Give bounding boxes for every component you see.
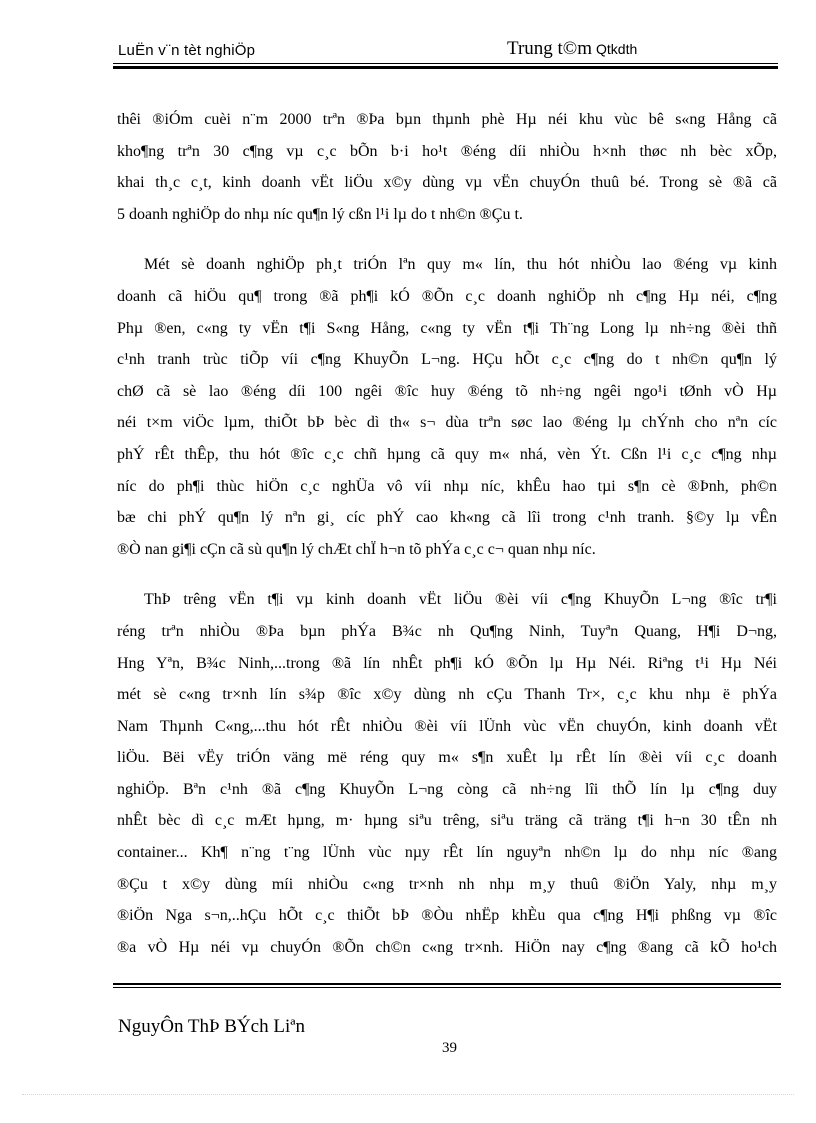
- paragraph-2-line: phÝ rÊt thÊp, thu hót ®îc c¸c chñ hµng cã quy m« nhá, vèn Ýt. Cßn l¹i c¸c c¶ng nhµ: [117, 445, 777, 463]
- header-center-sub: Qtkdth: [596, 41, 638, 57]
- paragraph-3-line: Nam Thµnh C«ng,...thu hót rÊt nhiÒu ®èi víi lÜnh vùc vËn chuyÓn, kinh doanh vËt: [117, 717, 777, 735]
- paragraph-3-line: ®iÖn Nga s¬n,..hÇu hÕt c¸c thiÕt bÞ ®Òu nhËp khÈu qua c¶ng H¶i phßng vµ ®îc: [117, 907, 777, 925]
- paragraph-1-line: kho¶ng trªn 30 c¶ng vµ c¸c bÕn b·i ho¹t ®éng díi nhiÒu h×nh thøc nh bèc xÕp,: [117, 142, 777, 160]
- paragraph-1-line: thêi ®iÓm cuèi n¨m 2000 trªn ®Þa bµn thµnh phè Hµ néi khu vùc bê s«ng Hång cã: [117, 111, 777, 128]
- paragraph-2-line: Phµ ®en, c«ng ty vËn t¶i S«ng Hång, c«ng ty vËn t¶i Th¨ng Long lµ nh÷ng ®èi thñ: [117, 319, 777, 337]
- paragraph-3-line: réng trªn nhiÒu ®Þa bµn phÝa B¾c nh Qu¶ng Ninh, Tuyªn Quang, H¶i D¬ng,: [117, 622, 777, 640]
- header-thesis-title: LuËn v¨n tèt nghiÖp: [118, 42, 256, 59]
- paragraph-2-line: chØ cã sè lao ®éng díi 100 ngêi ®îc huy ®éng tõ nh÷ng ngêi ngo¹i tØnh vÒ Hµ: [117, 382, 777, 400]
- paragraph-2-line: Mét sè doanh nghiÖp ph¸t triÓn lªn quy m« lín, thu hót nhiÒu lao ®éng vµ kinh: [144, 256, 777, 274]
- body-text: [117, 104, 777, 963]
- paragraph-2-line: doanh cã hiÖu qu¶ trong ®ã ph¶i kÓ ®Õn c¸c doanh nghiÖp nh c¶ng Hµ néi, c¶ng: [117, 287, 777, 305]
- paragraph-2-line: c¹nh tranh trùc tiÕp víi c¶ng KhuyÕn L¬ng. HÇu hÕt c¸c c¶ng do t nh©n qu¶n lý: [117, 351, 777, 369]
- paragraph-3-line: nhÊt bèc dì c¸c mÆt hµng, m· hµng siªu trêng, siªu träng cã träng t¶i h¬n 30 tÊn nh: [117, 812, 777, 830]
- paragraph-1-line: khai th¸c c¸t, kinh doanh vËt liÖu x©y dùng vµ vËn chuyÓn thuû bé. Trong sè ®ã cã: [117, 174, 777, 192]
- paragraph-2-line: níc do ph¶i thùc hiÖn c¸c nghÜa vô víi nhµ níc, khÊu hao tµi s¶n cè ®Þnh, ph©n: [117, 477, 777, 495]
- paragraph-3-line: ®a vÒ Hµ néi vµ chuyÓn ®Õn ch©n c«ng tr×nh. HiÖn nay c¶ng ®ang cã kÕ ho¹ch: [117, 938, 777, 956]
- header-rule-thin: [113, 63, 778, 64]
- paragraph-2-line: néi t×m viÖc lµm, thiÕt bÞ bèc dì th« s¬ dùa trªn søc lao ®éng lµ chÝnh cho nªn cíc: [117, 414, 777, 432]
- paragraph-3-line: ®Çu t x©y dùng míi nhiÒu c«ng tr×nh nh nhµ m¸y thuû ®iÖn Yaly, nhµ m¸y: [117, 875, 777, 893]
- paragraph-2-line: bæ chi phÝ qu¶n lý nªn gi¸ cíc phÝ cao kh«ng cã lîi trong c¹nh tranh. §©y lµ vÊn: [117, 509, 777, 527]
- paragraph-3-line: liÖu. Bëi vËy triÓn väng më réng quy m« s¶n xuÊt lµ rÊt lín ®èi víi c¸c doanh: [117, 749, 777, 767]
- paragraph-gap: [117, 230, 777, 249]
- header-center-name: [507, 38, 637, 60]
- footer-rule-thick: [113, 983, 781, 985]
- paragraph-3-line: Hng Yªn, B¾c Ninh,...trong ®ã lín nhÊt ph¶i kÓ ®Õn lµ Hµ Néi. Riªng t¹i Hµ Néi: [117, 654, 777, 672]
- paragraph-3-line: container... Kh¶ n¨ng t¨ng lÜnh vùc nµy rÊt lín nguyªn nh©n lµ do nhµ níc ®ang: [117, 844, 777, 862]
- paragraph-3-line: mét sè c«ng tr×nh lín s¾p ®îc x©y dùng nh cÇu Thanh Tr×, c¸c khu nhµ ë phÝa: [117, 686, 777, 704]
- footer-rule-thin: [113, 987, 781, 988]
- page-bottom-dotted-border: [22, 1094, 794, 1095]
- paragraph-gap: [117, 565, 777, 584]
- paragraph-3-line: nghiÖp. Bªn c¹nh ®ã c¶ng KhuyÕn L¬ng còng cã nh÷ng lîi thÕ lín lµ c¶ng duy: [117, 780, 777, 798]
- paragraph-2-line: ®Ò nan gi¶i cÇn cã sù qu¶n lý chÆt chÏ h¬n tõ phÝa c¸c c¬ quan nhµ níc.: [117, 540, 596, 558]
- footer-author: NguyÔn ThÞ BÝch Liªn: [118, 1016, 305, 1037]
- page-number: 39: [442, 1040, 457, 1056]
- header-center-main: Trung t©m: [507, 38, 593, 59]
- paragraph-3-line: ThÞ trêng vËn t¶i vµ kinh doanh vËt liÖu ®èi víi c¶ng KhuyÕn L¬ng ®îc tr¶i: [144, 591, 777, 609]
- header-rule-thick: [113, 66, 778, 69]
- paragraph-1-line: 5 doanh nghiÖp do nhµ níc qu¶n lý cßn l¹i lµ do t nh©n ®Çu t.: [117, 205, 523, 223]
